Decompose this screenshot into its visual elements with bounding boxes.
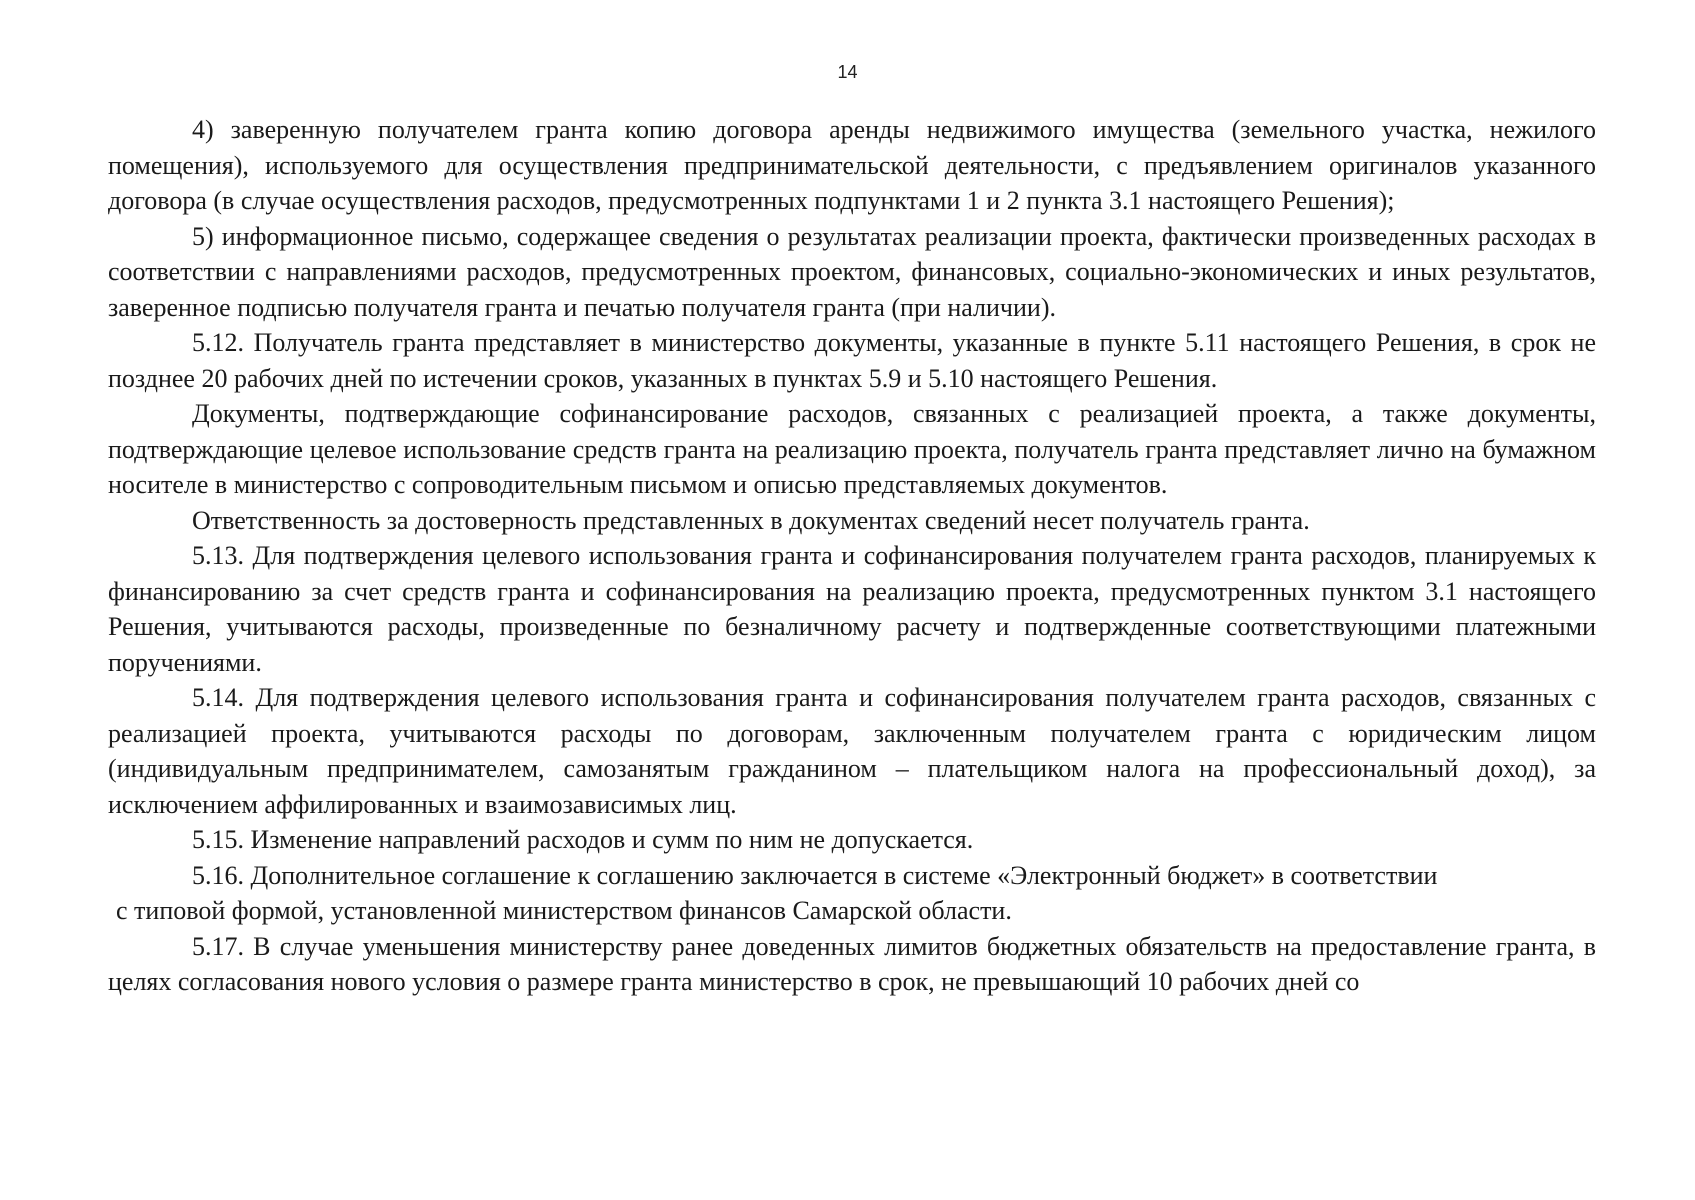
paragraph-5-13: 5.13. Для подтверждения целевого использования гранта и софинансирования получателем гранта расходов, планируемых к финансированию за счет средств гранта и софинансирования на реализацию проекта, предусмотренных пунктом 3.1 настоящего Решения, учитываются расходы, произведенные по безналичному расчету и подтвержденные соответствующими платежными поручениями. xyxy=(108,541,1596,677)
paragraph-5-12: 5.12. Получатель гранта представляет в министерство документы, указанные в пункте 5.11 настоящего Решения, в срок не позднее 20 рабочих дней по истечении сроков, указанных в пунктах 5.9 и 5.10 настоящего Решения. xyxy=(108,328,1596,393)
paragraph-item-5: 5) информационное письмо, содержащее сведения о результатах реализации проекта, фактически произведенных расходах в соответствии с направлениями расходов, предусмотренных проектом, финансовых, социально-экономических и иных результатов, заверенное подписью получателя гранта и печатью получателя гранта (при наличии). xyxy=(108,221,1596,322)
paragraph-responsibility: Ответственность за достоверность представленных в документах сведений несет получатель гранта. xyxy=(192,505,1310,535)
paragraph-5-15: 5.15. Изменение направлений расходов и сумм по ним не допускается. xyxy=(192,825,974,854)
paragraph-5-17: 5.17. В случае уменьшения министерству ранее доведенных лимитов бюджетных обязательств на предоставление гранта, в целях согласования нового условия о размере гранта министерство в срок, не превышающий 10 рабочих дней со xyxy=(108,931,1596,996)
paragraph-documents-cofinancing: Документы, подтверждающие софинансирование расходов, связанных с реализацией проекта, а также документы, подтверждающие целевое использование средств гранта на реализацию проекта, получатель гранта представляет лично на бумажном носителе в министерство с сопроводительным письмом и описью представляемых документов. xyxy=(108,399,1596,499)
document-body xyxy=(108,112,1596,1000)
paragraph-item-4: 4) заверенную получателем гранта копию договора аренды недвижимого имущества (земельного участка, нежилого помещения), используемого для осуществления предпринимательской деятельности, с предъявлением оригиналов указанного договора (в случае осуществления расходов, предусмотренных подпунктами 1 и 2 пункта 3.1 настоящего Решения); xyxy=(108,115,1596,215)
paragraph-5-16: 5.16. Дополнительное соглашение к соглашению заключается в системе «Электронный бюджет» в соответствии xyxy=(192,860,1438,890)
page-number: 14 xyxy=(837,62,858,82)
paragraph-5-16-continuation: с типовой формой, установленной министерством финансов Самарской области. xyxy=(116,896,1012,925)
paragraph-5-14: 5.14. Для подтверждения целевого использования гранта и софинансирования получателем гранта расходов, связанных с реализацией проекта, учитываются расходы по договорам, заключенным получателем гранта с юридическим лицом (индивидуальным предпринимателем, самозанятым гражданином – плательщиком налога на профессиональный доход), за исключением аффилированных и взаимозависимых лиц. xyxy=(108,683,1596,819)
